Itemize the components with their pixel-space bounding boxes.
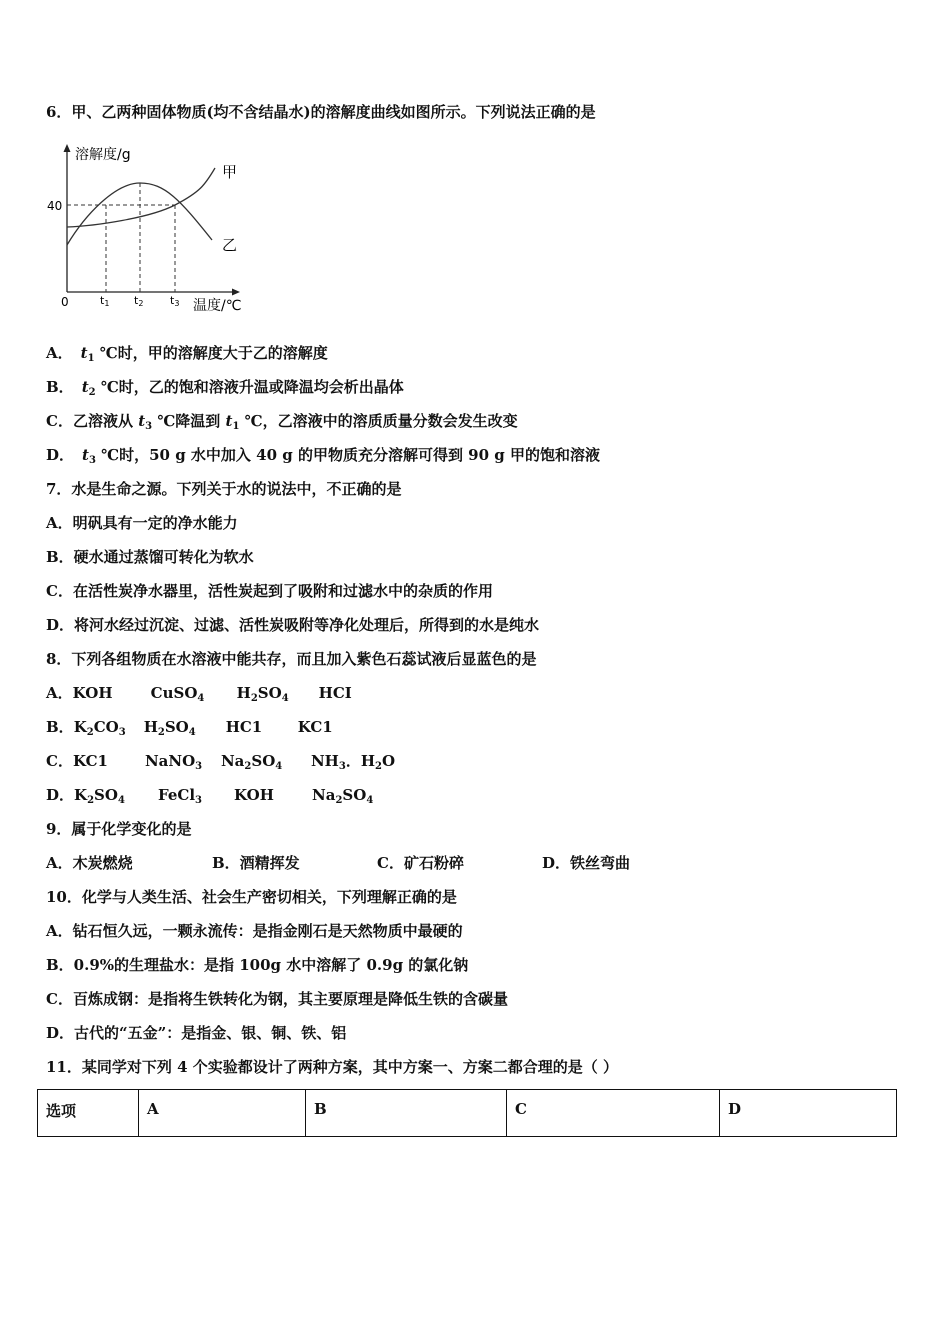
q10-option-d: D．古代的“五金”：是指金、银、铜、铁、铝 xyxy=(46,1024,347,1042)
q6-stem: 6．甲、乙两种固体物质(均不含结晶水)的溶解度曲线如图所示。下列说法正确的是 xyxy=(46,103,596,121)
q9-option-b: B．酒精挥发 xyxy=(212,854,300,872)
table-header-cell: D xyxy=(720,1090,897,1137)
q8-option-d: D．$K_2SO_4$ FeCl$_3$ KOH $Na_2SO_4$ xyxy=(46,786,374,806)
q6-option-a: A． $t_1$ ℃时，甲的溶解度大于乙的溶解度 xyxy=(46,344,328,364)
y-tick-40: 40 xyxy=(47,199,63,213)
x-axis-arrow xyxy=(232,289,240,296)
x-tick-t3: t3 xyxy=(170,294,180,308)
y-axis-label: 溶解度/g xyxy=(75,147,131,163)
q10-option-b: B．0.9%的生理盐水：是指 100g 水中溶解了 0.9g 的氯化钠 xyxy=(46,956,469,974)
q7-option-d: D．将河水经过沉淀、过滤、活性炭吸附等净化处理后，所得到的水是纯水 xyxy=(46,616,540,634)
q9-option-c: C．矿石粉碎 xyxy=(377,854,464,872)
x-tick-t2: t2 xyxy=(134,294,144,308)
q7-option-c: C．在活性炭净水器里，活性炭起到了吸附和过滤水中的杂质的作用 xyxy=(46,582,493,600)
q10-option-c: C．百炼成钢：是指将生铁转化为钢，其主要原理是降低生铁的含碳量 xyxy=(46,990,508,1008)
solubility-chart xyxy=(40,140,260,320)
q8-option-a: A．KOH CuSO$_4$ $H_2SO_4$ HCI xyxy=(46,684,352,704)
table-header-cell: 选项 xyxy=(38,1090,139,1137)
q9-option-a: A．木炭燃烧 xyxy=(46,854,133,872)
q10-option-a: A．钻石恒久远，一颗永流传：是指金刚石是天然物质中最硬的 xyxy=(46,922,463,940)
q8-option-b: B．$K_2CO_3$ $H_2SO_4$ HC1 KC1 xyxy=(46,718,333,738)
q6-option-d: D． $t_3$ ℃时，50 g 水中加入 40 g 的甲物质充分溶解可得到 90 g 甲的饱和溶液 xyxy=(46,446,600,466)
x-axis-label: 温度/℃ xyxy=(193,298,242,314)
legend-jia: 甲 xyxy=(222,163,238,181)
origin-label: 0 xyxy=(61,295,69,309)
q7-option-a: A．明矾具有一定的净水能力 xyxy=(46,514,238,532)
q11-table xyxy=(37,1089,897,1137)
x-tick-t1: t1 xyxy=(100,294,110,308)
q9-options xyxy=(46,853,630,873)
q11-stem: 11．某同学对下列 4 个实验都设计了两种方案，其中方案一、方案二都合理的是（ ） xyxy=(46,1058,618,1076)
q9-stem: 9．属于化学变化的是 xyxy=(46,820,192,838)
y-axis-arrow xyxy=(64,144,71,152)
q6-option-b: B． $t_2$ ℃时，乙的饱和溶液升温或降温均会析出晶体 xyxy=(46,378,404,398)
table-header-cell: B xyxy=(306,1090,507,1137)
q9-option-d: D．铁丝弯曲 xyxy=(542,854,631,872)
q6-option-c: C．乙溶液从 $t_3$ ℃降温到 $t_1$ ℃，乙溶液中的溶质质量分数会发生改变 xyxy=(46,412,518,432)
q10-stem: 10．化学与人类生活、社会生产密切相关，下列理解正确的是 xyxy=(46,888,457,906)
q7-option-b: B．硬水通过蒸馏可转化为软水 xyxy=(46,548,254,566)
table-row xyxy=(38,1090,897,1137)
table-header-cell: C xyxy=(507,1090,720,1137)
q8-option-c: C．KC1 NaNO$_3$ $Na_2SO_4$ $NH_3$．$H_2O$ xyxy=(46,752,396,772)
q8-stem: 8．下列各组物质在水溶液中能共存，而且加入紫色石蕊试液后显蓝色的是 xyxy=(46,650,537,668)
legend-yi: 乙 xyxy=(222,236,238,254)
series-jia-curve xyxy=(67,168,215,227)
q7-stem: 7．水是生命之源。下列关于水的说法中，不正确的是 xyxy=(46,480,402,498)
table-header-cell: A xyxy=(139,1090,306,1137)
